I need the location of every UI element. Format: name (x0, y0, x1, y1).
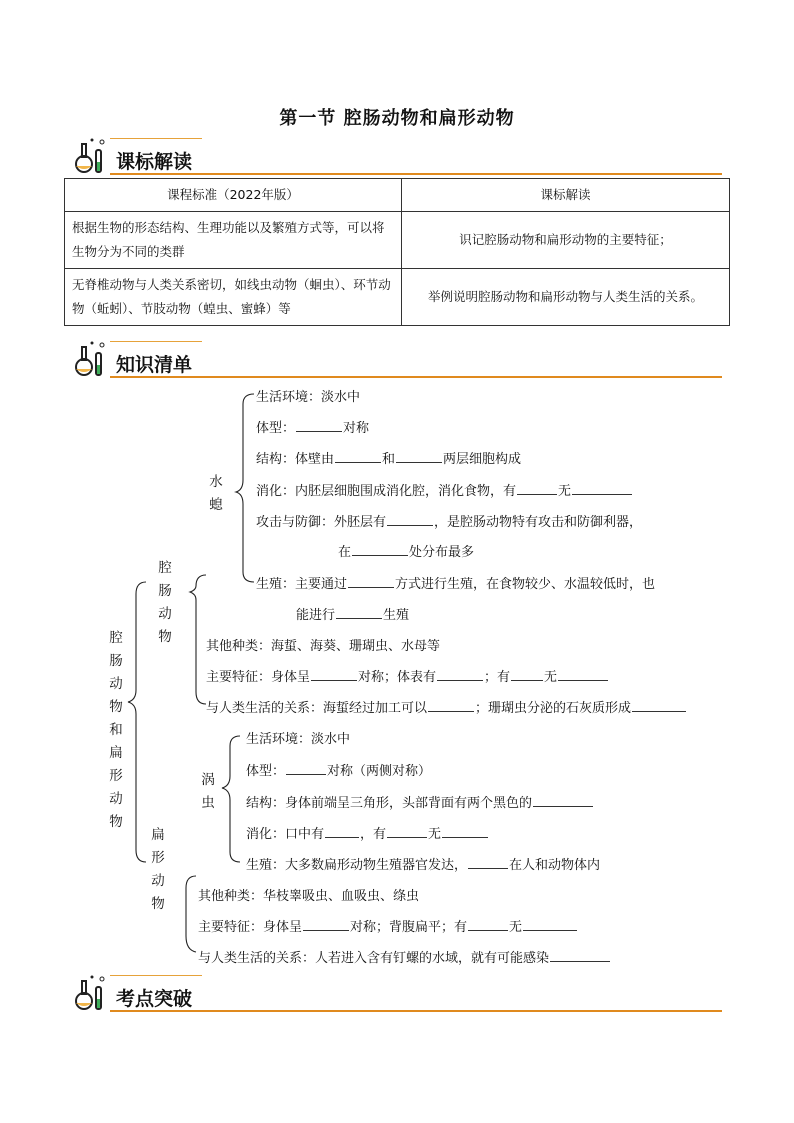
hydra-reproduction-cont: 能进行 生殖 (296, 608, 410, 623)
tree-root-label: 腔肠动物和扁形动物 (109, 630, 123, 830)
coelenterate-features: 主要特征：身体呈 对称；体表有 ；有 无 (206, 666, 609, 685)
table-cell-standard: 根据生物的形态结构、生理功能以及繁殖方式等，可以将生物分为不同的类群 (65, 212, 402, 269)
hydra-reproduction: 生殖：主要通过 方式进行生殖，在食物较少、水温较低时，也 (256, 577, 656, 592)
planaria-environment: 生活环境：淡水中 (246, 732, 351, 747)
tree-flat-label: 扁形动物 (151, 827, 165, 912)
section-title: 知识清单 (116, 354, 193, 376)
table-cell-interpretation: 举例说明腔肠动物和扁形动物与人类生活的关系。 (402, 269, 730, 326)
flatworm-human-relation: 与人类生活的关系：人若进入含有钉螺的水域，就有可能感染 (198, 947, 611, 966)
planaria-reproduction: 生殖：大多数扁形动物生殖器官发达， 在人和动物体内 (246, 858, 601, 873)
table-header: 课程标准（2022年版） (65, 179, 402, 212)
coelenterate-other-species: 其他种类：海蜇、海葵、珊瑚虫、水母等 (206, 639, 441, 654)
table-cell-standard: 无脊椎动物与人类关系密切，如线虫动物（蛔虫）、环节动物（蚯蚓）、节肢动物（蝗虫、蜜蜂）等 (65, 269, 402, 326)
hydra-environment: 生活环境：淡水中 (256, 390, 361, 405)
flatworm-features: 主要特征：身体呈 对称；背腹扁平；有 无 (198, 916, 578, 935)
coelenterate-human-relation: 与人类生活的关系：海蜇经过加工可以 ；珊瑚虫分泌的石灰质形成 (206, 697, 687, 716)
lab-flask-icon (72, 973, 112, 1013)
tree-planaria-label: 涡虫 (201, 772, 215, 811)
planaria-digestion: 消化：口中有 ，有 无 (246, 823, 489, 842)
tree-coelenterate-label: 腔肠动物 (158, 560, 172, 645)
hydra-body-shape: 体型： 对称 (256, 421, 370, 436)
page-title: 第一节 腔肠动物和扁形动物 (279, 108, 515, 129)
flatworm-other-species: 其他种类：华枝睾吸虫、血吸虫、绦虫 (198, 889, 420, 904)
hydra-defense: 攻击与防御：外胚层有 ，是腔肠动物特有攻击和防御利器， (256, 515, 643, 530)
section-title: 课标解读 (116, 151, 193, 173)
hydra-structure: 结构：体壁由 和 两层细胞构成 (256, 452, 522, 467)
hydra-defense-location: 在 处分布最多 (338, 545, 475, 560)
tree-hydra-label: 水螅 (209, 474, 223, 513)
planaria-structure: 结构：身体前端呈三角形，头部背面有两个黑色的 (246, 792, 594, 811)
planaria-body-shape: 体型： 对称（两侧对称） (246, 764, 432, 779)
hydra-digestion: 消化：内胚层细胞围成消化腔，消化食物，有 无 (256, 480, 633, 499)
table-header: 课标解读 (402, 179, 730, 212)
section-header-exam (72, 971, 722, 1015)
table-cell-interpretation: 识记腔肠动物和扁形动物的主要特征； (402, 212, 730, 269)
section-title: 考点突破 (116, 988, 193, 1010)
